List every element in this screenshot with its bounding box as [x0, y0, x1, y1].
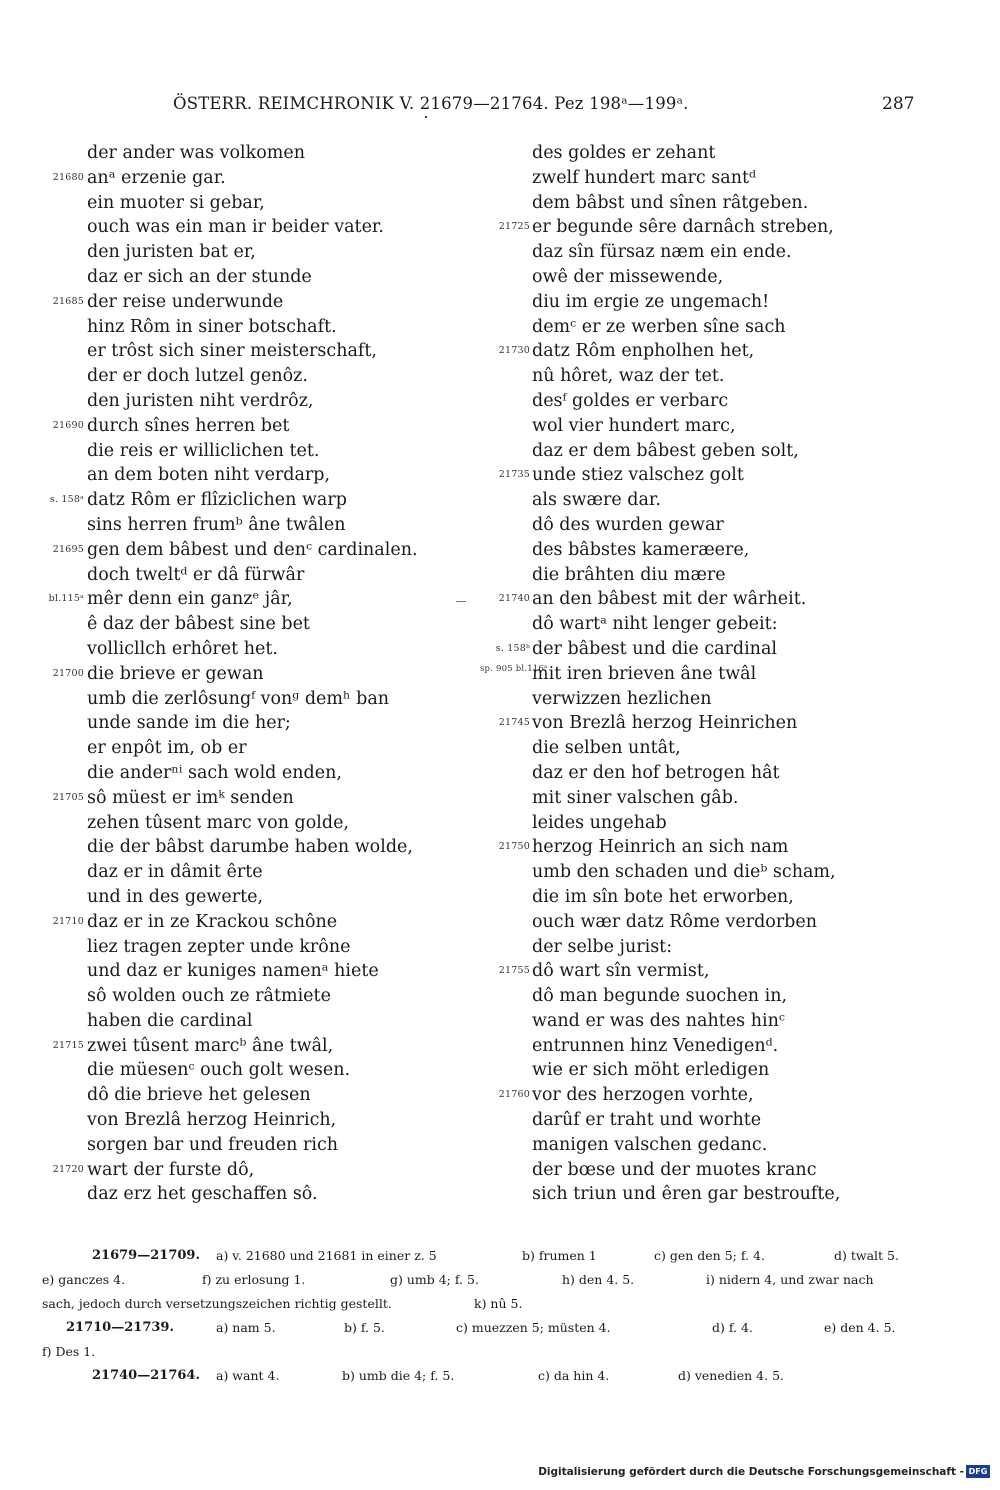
verse-line: [0, 736, 480, 761]
verse-text: des goldes er zehant: [532, 143, 716, 163]
verse-line: [480, 736, 1000, 761]
apparatus-note: f) Des 1.: [42, 1344, 96, 1359]
line-number-marker: s. 158ᵃ: [49, 494, 84, 506]
line-number-marker: bl.115ᵃ: [48, 593, 84, 605]
verse-text: die der bâbst darumbe haben wolde,: [87, 837, 413, 858]
verse-line: [480, 811, 1000, 836]
verse-line: [480, 191, 1000, 216]
apparatus-range: 21740—21764.: [92, 1368, 200, 1383]
apparatus-note: a) v. 21680 und 21681 in einer z. 5: [216, 1248, 437, 1263]
verse-text: darûf er traht und worhte: [532, 1110, 762, 1131]
left-verse-column: [0, 141, 480, 1207]
verse-text: dô wartᵃ niht lenger gebeit:: [532, 614, 778, 635]
verse-line: [0, 811, 480, 836]
line-number-marker: 21685: [52, 295, 84, 307]
verse-line: [480, 339, 1000, 364]
verse-text: die im sîn bote het erworben,: [532, 886, 794, 907]
verse-line: [480, 1058, 1000, 1083]
verse-line: [0, 240, 480, 265]
verse-text: diu im ergie ze ungemach!: [532, 291, 770, 312]
line-number-marker: 21680: [52, 171, 84, 183]
verse-text: dô man begunde suochen in,: [532, 986, 788, 1007]
verse-text: und in des gewerte,: [87, 886, 264, 907]
verse-line: [480, 290, 1000, 315]
verse-text: sich triun und êren gar bestroufte,: [532, 1184, 841, 1205]
verse-text: wie er sich möht erledigen: [532, 1060, 770, 1081]
verse-line: [480, 1158, 1000, 1183]
verse-line: [480, 240, 1000, 265]
verse-text: zwelf hundert marc santᵈ: [532, 167, 756, 188]
verse-text: sô müest er imᵏ senden: [87, 787, 294, 808]
apparatus-note: f) zu erlosung 1.: [202, 1272, 306, 1287]
apparatus-line: [42, 1316, 917, 1340]
verse-text: ein muoter si gebar,: [87, 192, 265, 213]
verse-line: [480, 711, 1000, 736]
verse-line: [0, 1108, 480, 1133]
line-number-marker: 21725: [498, 221, 530, 233]
verse-line: [0, 959, 480, 984]
verse-line: [0, 166, 480, 191]
verse-text: haben die cardinal: [87, 1010, 253, 1031]
verse-text: den juristen niht verdrôz,: [87, 390, 314, 411]
apparatus-note: i) nidern 4, und zwar nach: [706, 1272, 874, 1287]
line-number-marker: 21745: [498, 717, 530, 729]
right-verse-column: [480, 141, 1000, 1207]
verse-text: vor des herzogen vorhte,: [532, 1085, 754, 1106]
margin-dash: [456, 601, 466, 602]
line-number-marker: s. 158ᵇ: [495, 642, 530, 654]
apparatus-note: k) nû 5.: [474, 1296, 523, 1311]
verse-text: der ander was volkomen: [87, 143, 306, 163]
verse-text: der bâbest und die cardinal: [532, 638, 777, 659]
verse-text: desᶠ goldes er verbarc: [532, 390, 729, 411]
verse-text: die anderⁿⁱ sach wold enden,: [87, 762, 342, 783]
verse-line: [480, 786, 1000, 811]
verse-line: [480, 141, 1000, 166]
verse-line: [0, 935, 480, 960]
verse-line: [480, 1083, 1000, 1108]
apparatus-line: [42, 1364, 917, 1388]
line-number-marker: 21750: [498, 841, 530, 853]
verse-line: [0, 290, 480, 315]
verse-line: [0, 538, 480, 563]
verse-text: liez tragen zepter unde krône: [87, 936, 351, 957]
verse-text: er begunde sêre darnâch streben,: [532, 217, 834, 238]
verse-text: datz Rôm er flîziclichen warp: [87, 490, 347, 511]
verse-text: nû hôret, waz der tet.: [532, 366, 725, 387]
verse-text: die brieve er gewan: [87, 663, 264, 684]
verse-line: [480, 389, 1000, 414]
dfg-logo: DFG: [966, 1465, 990, 1478]
verse-line: [480, 414, 1000, 439]
verse-line: [480, 637, 1000, 662]
verse-line: [0, 984, 480, 1009]
verse-line: [480, 1133, 1000, 1158]
verse-line: [0, 835, 480, 860]
line-number-marker: 21720: [52, 1163, 84, 1175]
verse-text: daz erz het geschaffen sô.: [87, 1184, 318, 1205]
verse-text: an dem boten niht verdarp,: [87, 465, 331, 486]
verse-line: [0, 662, 480, 687]
verse-line: [0, 191, 480, 216]
verse-text: mit iren brieven âne twâl: [532, 663, 757, 684]
verse-text: des bâbstes kameræere,: [532, 539, 750, 560]
verse-text: den juristen bat er,: [87, 242, 256, 263]
verse-line: [480, 265, 1000, 290]
line-number-marker: 21710: [52, 915, 84, 927]
digitization-credit: Digitalisierung gefördert durch die Deutsche Forschungsgemeinschaft -: [538, 1466, 964, 1478]
verse-line: [0, 141, 480, 166]
verse-text: daz er dem bâbest geben solt,: [532, 440, 799, 461]
apparatus-line: [42, 1244, 917, 1268]
verse-text: als swære dar.: [532, 490, 661, 511]
verse-line: [480, 885, 1000, 910]
running-header: [0, 94, 1000, 118]
verse-text: daz er den hof betrogen hât: [532, 762, 780, 783]
apparatus-note: a) want 4.: [216, 1368, 280, 1383]
line-number-marker: 21700: [52, 667, 84, 679]
verse-line: [480, 935, 1000, 960]
page-number: 287: [882, 94, 915, 114]
verse-text: dô des wurden gewar: [532, 514, 724, 535]
verse-line: [0, 215, 480, 240]
verse-line: [0, 513, 480, 538]
verse-text: ouch was ein man ir beider vater.: [87, 217, 384, 238]
verse-text: mêr denn ein ganzᵉ jâr,: [87, 589, 293, 610]
verse-line: [0, 587, 480, 612]
verse-text: er enpôt im, ob er: [87, 738, 247, 759]
verse-text: hinz Rôm in siner botschaft.: [87, 316, 337, 337]
verse-text: mit siner valschen gâb.: [532, 787, 739, 808]
verse-text: daz er in dâmit êrte: [87, 862, 263, 883]
verse-text: umb den schaden und dieᵇ scham,: [532, 862, 836, 883]
apparatus-range: 21710—21739.: [66, 1320, 174, 1335]
verse-text: dem bâbst und sînen râtgeben.: [532, 192, 809, 213]
verse-text: der reise underwunde: [87, 291, 284, 312]
verse-line: [480, 959, 1000, 984]
verse-text: und daz er kuniges namenᵃ hiete: [87, 961, 379, 982]
verse-text: ouch wær datz Rôme verdorben: [532, 911, 818, 932]
verse-line: [0, 315, 480, 340]
verse-line: [480, 563, 1000, 588]
apparatus-note: sach, jedoch durch versetzungszeichen richtig gestellt.: [42, 1296, 392, 1311]
apparatus-line: [42, 1292, 917, 1316]
line-number-marker: 21740: [498, 593, 530, 605]
verse-text: der bœse und der muotes kranc: [532, 1159, 817, 1180]
verse-text: dô die brieve het gelesen: [87, 1085, 311, 1106]
verse-text: gen dem bâbest und denᶜ cardinalen.: [87, 539, 418, 560]
apparatus-note: g) umb 4; f. 5.: [390, 1272, 479, 1287]
verse-line: [480, 166, 1000, 191]
verse-line: [0, 612, 480, 637]
verse-text: unde sande im die her;: [87, 713, 291, 734]
verse-line: [0, 860, 480, 885]
verse-line: [0, 488, 480, 513]
verse-line: [0, 439, 480, 464]
verse-line: [0, 563, 480, 588]
verse-text: dô wart sîn vermist,: [532, 961, 710, 982]
apparatus-line: [42, 1340, 917, 1364]
verse-text: daz er in ze Krackou schône: [87, 911, 338, 932]
line-number-marker: 21715: [52, 1039, 84, 1051]
apparatus-note: b) frumen 1: [522, 1248, 597, 1263]
apparatus-note: e) ganczes 4.: [42, 1272, 126, 1287]
verse-text: ê daz der bâbest sine bet: [87, 614, 310, 635]
apparatus-note: c) muezzen 5; müsten 4.: [456, 1320, 611, 1335]
verse-line: [480, 587, 1000, 612]
line-number-marker: 21735: [498, 469, 530, 481]
verse-text: daz er sich an der stunde: [87, 266, 312, 287]
running-title: ÖSTERR. REIMCHRONIK V. 21679—21764. Pez 198ᵃ—199ᵃ.: [173, 94, 689, 113]
verse-line: [0, 885, 480, 910]
verse-line: [480, 662, 1000, 687]
verse-text: umb die zerlôsungᶠ vonᵍ demʰ ban: [87, 688, 390, 709]
verse-text: herzog Heinrich an sich nam: [532, 837, 789, 858]
verse-text: demᶜ er ze werben sîne sach: [532, 316, 786, 337]
line-number-marker: 21730: [498, 345, 530, 357]
verse-line: [0, 414, 480, 439]
apparatus-note: e) den 4. 5.: [824, 1320, 896, 1335]
verse-line: [0, 389, 480, 414]
apparatus-line: [42, 1268, 917, 1292]
verse-line: [480, 612, 1000, 637]
verse-line: [480, 761, 1000, 786]
verse-line: [0, 1034, 480, 1059]
verse-line: [0, 364, 480, 389]
apparatus-note: b) f. 5.: [344, 1320, 385, 1335]
verse-text: doch tweltᵈ er dâ fürwâr: [87, 564, 305, 585]
apparatus-note: c) da hin 4.: [538, 1368, 610, 1383]
verse-text: sorgen bar und freuden rich: [87, 1134, 339, 1155]
verse-line: [0, 1083, 480, 1108]
verse-line: [480, 364, 1000, 389]
verse-text: durch sînes herren bet: [87, 415, 290, 436]
verse-text: der er doch lutzel genôz.: [87, 366, 308, 387]
verse-text: entrunnen hinz Venedigenᵈ.: [532, 1035, 779, 1056]
apparatus-note: b) umb die 4; f. 5.: [342, 1368, 455, 1383]
apparatus-note: d) f. 4.: [712, 1320, 753, 1335]
verse-line: [480, 488, 1000, 513]
verse-text: owê der missewende,: [532, 266, 724, 287]
apparatus-note: d) venedien 4. 5.: [678, 1368, 785, 1383]
verse-text: die brâhten diu mære: [532, 564, 726, 585]
verse-text: zwei tûsent marcᵇ âne twâl,: [87, 1035, 334, 1056]
verse-line: [480, 513, 1000, 538]
apparatus-note: d) twalt 5.: [834, 1248, 899, 1263]
verse-line: [480, 687, 1000, 712]
verse-line: [0, 1058, 480, 1083]
verse-line: [480, 835, 1000, 860]
verse-text: die selben untât,: [532, 738, 681, 759]
verse-text: vollicllch erhôret het.: [87, 638, 278, 659]
verse-line: [480, 439, 1000, 464]
verse-text: sins herren frumᵇ âne twâlen: [87, 514, 346, 535]
verse-line: [0, 786, 480, 811]
apparatus-note: h) den 4. 5.: [562, 1272, 635, 1287]
verse-line: [0, 1182, 480, 1207]
verse-line: [480, 1009, 1000, 1034]
verse-line: [480, 1108, 1000, 1133]
verse-line: [480, 910, 1000, 935]
verse-text: wol vier hundert marc,: [532, 415, 736, 436]
apparatus-range: 21679—21709.: [92, 1248, 200, 1263]
verse-text: leides ungehab: [532, 812, 667, 833]
line-number-marker: 21705: [52, 791, 84, 803]
verse-line: [480, 538, 1000, 563]
verse-line: [0, 265, 480, 290]
verse-text: daz sîn fürsaz næm ein ende.: [532, 242, 792, 263]
line-number-marker: 21760: [498, 1089, 530, 1101]
verse-line: [0, 761, 480, 786]
verse-line: [0, 463, 480, 488]
verse-line: [0, 910, 480, 935]
verse-line: [0, 637, 480, 662]
verse-line: [480, 1182, 1000, 1207]
verse-text: zehen tûsent marc von golde,: [87, 812, 350, 833]
verse-line: [0, 1133, 480, 1158]
verse-text: datz Rôm enpholhen het,: [532, 341, 755, 362]
apparatus-note: c) gen den 5; f. 4.: [654, 1248, 765, 1263]
verse-line: [480, 984, 1000, 1009]
verse-line: [480, 860, 1000, 885]
verse-text: verwizzen hezlichen: [532, 688, 712, 709]
line-number-marker: 21695: [52, 543, 84, 555]
verse-text: sô wolden ouch ze râtmiete: [87, 986, 331, 1007]
verse-line: [0, 1009, 480, 1034]
verse-line: [0, 339, 480, 364]
verse-text: der selbe jurist:: [532, 936, 673, 957]
verse-line: [480, 1034, 1000, 1059]
line-number-marker: 21755: [498, 965, 530, 977]
verse-line: [480, 463, 1000, 488]
verse-text: anᵃ erzenie gar.: [87, 167, 226, 188]
verse-line: [480, 215, 1000, 240]
verse-text: die reis er williclichen tet.: [87, 440, 320, 461]
verse-text: die müesenᶜ ouch golt wesen.: [87, 1060, 351, 1081]
critical-apparatus: [42, 1244, 917, 1388]
verse-text: er trôst sich siner meisterschaft,: [87, 341, 377, 362]
verse-text: von Brezlâ herzog Heinrich,: [87, 1110, 337, 1131]
line-number-marker: 21690: [52, 419, 84, 431]
verse-line: [0, 1158, 480, 1183]
verse-text: unde stiez valschez golt: [532, 465, 744, 486]
verse-line: [480, 315, 1000, 340]
verse-text: an den bâbest mit der wârheit.: [532, 589, 807, 610]
verse-line: [0, 711, 480, 736]
verse-text: manigen valschen gedanc.: [532, 1134, 768, 1155]
print-speck: [425, 116, 427, 118]
verse-line: [0, 687, 480, 712]
apparatus-note: a) nam 5.: [216, 1320, 276, 1335]
line-number-marker: sp. 905 bl.116ᵃ: [480, 663, 548, 674]
verse-text: wand er was des nahtes hinᶜ: [532, 1010, 785, 1031]
verse-text: wart der furste dô,: [87, 1159, 255, 1180]
verse-text: von Brezlâ herzog Heinrichen: [532, 713, 798, 734]
